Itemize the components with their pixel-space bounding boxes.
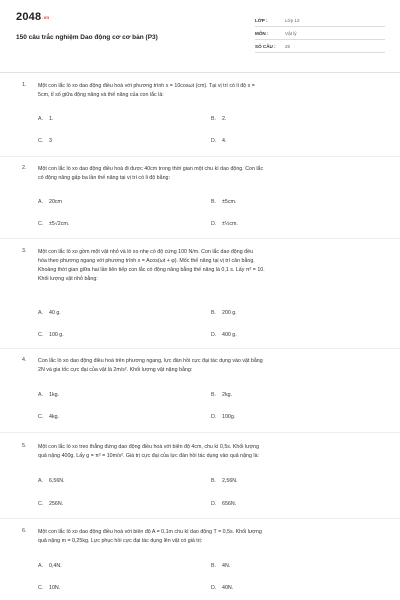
question-divider — [0, 432, 400, 433]
option-text: ±5cm. — [222, 199, 237, 205]
question-divider — [0, 518, 400, 519]
option-label: B. — [211, 310, 217, 316]
option-text: 6,56N. — [49, 478, 65, 484]
meta-key: SỐ CÂU : — [255, 44, 276, 49]
meta-value: 25 — [285, 44, 291, 49]
stem-line: Một con lắc lò xo dao động điều hoà với biên độ A = 0,1m chu kì dao động T = 0,5s. Khối lượng — [38, 529, 262, 535]
option-text: 10N. — [49, 585, 61, 591]
option-label: C. — [38, 501, 44, 507]
stem-line: Một con lắc lò xo treo thẳng đứng dao động điều hoà với biên độ 4cm, chu kì 0,5s. Khối lượng — [38, 444, 260, 450]
option-label: B. — [211, 199, 217, 205]
logo-suffix: .vn — [42, 15, 50, 20]
option-text: 100g. — [222, 414, 236, 420]
option-label: C. — [38, 585, 44, 591]
answer-option-a[interactable] — [38, 563, 62, 569]
question-divider — [0, 238, 400, 239]
header-divider — [0, 72, 400, 73]
question-number: 6. — [22, 528, 27, 534]
page-title: 150 câu trắc nghiệm Dao động cơ cơ bản (P3) — [16, 34, 158, 41]
answer-option-d[interactable] — [211, 414, 235, 420]
option-text: 20cm — [49, 199, 62, 205]
page-header — [0, 0, 400, 70]
option-text: 3 — [49, 138, 52, 144]
question-divider — [0, 156, 400, 157]
option-label: C. — [38, 138, 44, 144]
option-label: D. — [211, 585, 217, 591]
question-stem — [38, 82, 388, 100]
option-label: C. — [38, 414, 44, 420]
stem-line: quả nặng m = 0,25kg. Lực phục hồi cực đại tác dụng lên vật có giá trị: — [38, 538, 203, 544]
answer-option-b[interactable] — [211, 563, 230, 569]
stem-line: Một con lắc lò xo dao động điều hoà đi được 40cm trong thời gian một chu kì dao động. Con lắc — [38, 166, 264, 172]
option-text: 0,4N. — [49, 563, 62, 569]
answer-option-d[interactable] — [211, 585, 233, 591]
option-label: D. — [211, 138, 217, 144]
site-logo[interactable] — [16, 11, 49, 23]
meta-value: Lớp 12 — [285, 18, 300, 23]
meta-row-class — [255, 15, 385, 27]
answer-option-a[interactable] — [38, 478, 65, 484]
option-label: B. — [211, 116, 217, 122]
stem-line: Một con lắc lò xo dao động điều hoà với phương trình x = 10cosωt (cm). Tại vị trí có li độ x = — [38, 83, 255, 89]
option-label: B. — [211, 563, 217, 569]
answer-option-c[interactable] — [38, 332, 64, 338]
answer-option-c[interactable] — [38, 501, 63, 507]
option-text: 40N. — [222, 585, 234, 591]
answer-option-a[interactable] — [38, 199, 62, 205]
question-number: 1. — [22, 82, 27, 88]
answer-option-d[interactable] — [211, 501, 236, 507]
option-label: D. — [211, 332, 217, 338]
option-text: 1. — [49, 116, 54, 122]
stem-line: hòa theo phương ngang với phương trình x = Acos(ωt + φ). Mốc thế năng tại vị trí cân bằng. — [38, 258, 255, 264]
question-number: 4. — [22, 357, 27, 363]
option-label: A. — [38, 478, 44, 484]
option-text: 2,56N. — [222, 478, 238, 484]
option-text: 656N. — [222, 501, 237, 507]
question-stem — [38, 528, 388, 546]
option-text: 400 g. — [222, 332, 237, 338]
meta-value: Vật lý — [285, 31, 297, 36]
option-label: B. — [211, 392, 217, 398]
stem-line: Con lắc lò xo dao động điều hoà trên phương ngang, lực đàn hồi cực đại tác dụng vào vật bằng — [38, 358, 263, 364]
option-text: ±½cm. — [222, 221, 238, 227]
option-label: C. — [38, 221, 44, 227]
option-text: 4N. — [222, 563, 231, 569]
question-stem — [38, 443, 388, 461]
stem-line: 5cm, tỉ số giữa động năng và thế năng của con lắc là: — [38, 92, 164, 98]
meta-key: MÔN : — [255, 31, 269, 36]
meta-key: LỚP : — [255, 18, 268, 23]
question-stem — [38, 357, 388, 375]
option-text: 1kg. — [49, 392, 60, 398]
answer-option-b[interactable] — [211, 478, 238, 484]
option-label: C. — [38, 332, 44, 338]
option-text: 2kg. — [222, 392, 233, 398]
question-stem — [38, 248, 388, 284]
answer-option-b[interactable] — [211, 310, 237, 316]
answer-option-d[interactable] — [211, 138, 226, 144]
logo-text: 2048 — [16, 11, 42, 23]
option-label: B. — [211, 478, 217, 484]
option-label: A. — [38, 310, 44, 316]
answer-option-c[interactable] — [38, 414, 59, 420]
answer-option-a[interactable] — [38, 392, 59, 398]
option-label: A. — [38, 116, 44, 122]
question-divider — [0, 348, 400, 349]
option-label: A. — [38, 563, 44, 569]
meta-row-subject — [255, 28, 385, 40]
stem-line: 2N và gia tốc cực đại của vật là 2m/s². Khối lượng vật nặng bằng: — [38, 367, 193, 373]
question-number: 2. — [22, 165, 27, 171]
answer-option-d[interactable] — [211, 221, 238, 227]
answer-option-a[interactable] — [38, 116, 53, 122]
option-text: 4kg. — [49, 414, 60, 420]
option-text: 2. — [222, 116, 227, 122]
stem-line: Khối lượng vật nhỏ bằng: — [38, 276, 98, 282]
option-text: 40 g. — [49, 310, 61, 316]
stem-line: quả nặng 400g. Lấy g = π² = 10m/s². Giá trị cực đại của lực đàn hồi tác dụng vào quả nặng là: — [38, 453, 259, 459]
stem-line: có động năng gấp ba lần thế năng tại vị trí có li độ bằng: — [38, 175, 170, 181]
answer-option-b[interactable] — [211, 392, 232, 398]
option-text: ±5√2cm. — [49, 221, 70, 227]
answer-option-c[interactable] — [38, 585, 60, 591]
option-text: 100 g. — [49, 332, 64, 338]
option-text: 4. — [222, 138, 227, 144]
option-label: A. — [38, 199, 44, 205]
question-number: 3. — [22, 248, 27, 254]
option-label: A. — [38, 392, 44, 398]
option-text: 256N. — [49, 501, 64, 507]
option-text: 200 g. — [222, 310, 237, 316]
question-number: 5. — [22, 443, 27, 449]
question-stem — [38, 165, 388, 183]
stem-line: Một con lắc lò xo gồm một vật nhỏ và lò xo nhẹ có độ cứng 100 N/m. Con lắc dao động đều — [38, 249, 253, 255]
answer-option-c[interactable] — [38, 138, 52, 144]
option-label: D. — [211, 414, 217, 420]
answer-option-b[interactable] — [211, 199, 236, 205]
answer-option-d[interactable] — [211, 332, 237, 338]
answer-option-c[interactable] — [38, 221, 69, 227]
stem-line: Khoảng thời gian giữa hai lần liên tiếp con lắc có động năng bằng thế năng là 0,1 s. Lấy π² = 10. — [38, 267, 265, 273]
option-label: D. — [211, 501, 217, 507]
answer-option-b[interactable] — [211, 116, 226, 122]
answer-option-a[interactable] — [38, 310, 61, 316]
option-label: D. — [211, 221, 217, 227]
meta-row-question-count — [255, 41, 385, 53]
